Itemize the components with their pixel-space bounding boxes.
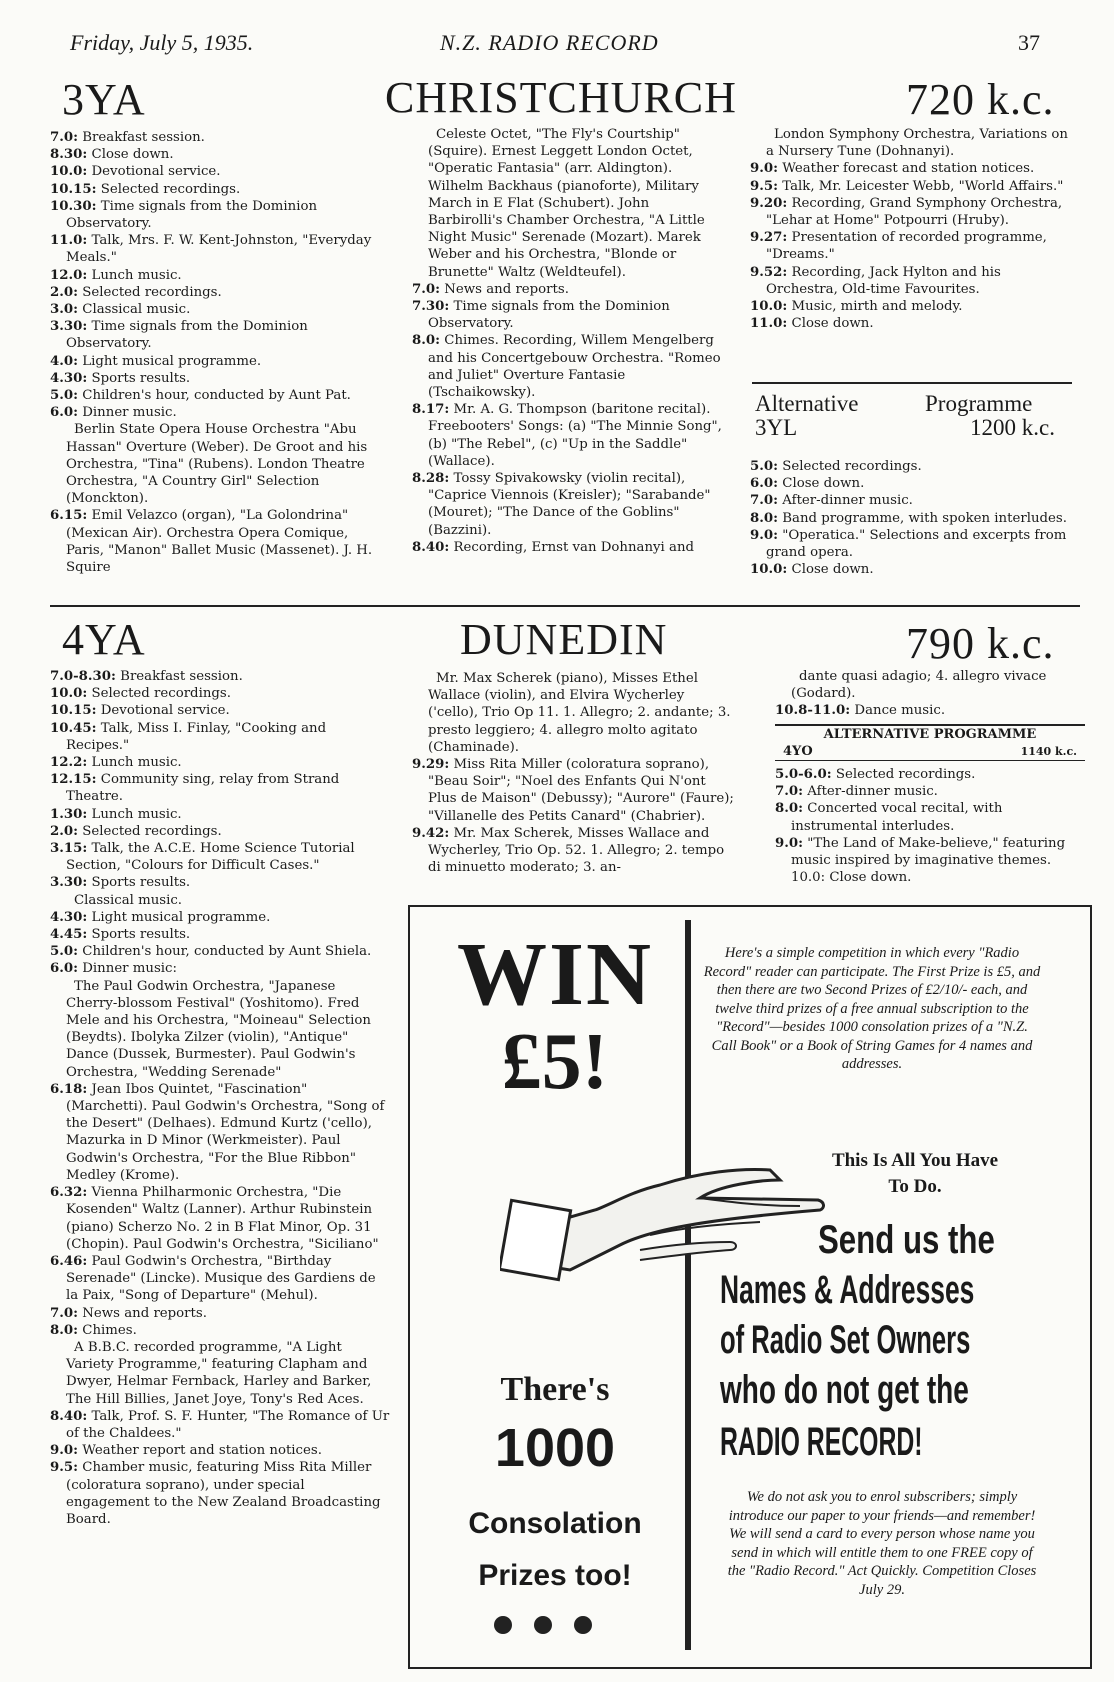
publication-title: N.Z. RADIO RECORD bbox=[440, 30, 659, 55]
schedule-time: 10.0: bbox=[750, 299, 788, 315]
schedule-time: 7.0: bbox=[775, 784, 804, 800]
schedule-time: 6.46: bbox=[50, 1253, 88, 1269]
schedule-entry bbox=[50, 806, 390, 823]
schedule-time: 1.30: bbox=[50, 806, 88, 822]
schedule-entry bbox=[412, 825, 734, 877]
ad-send-line-2: Names & Addresses bbox=[720, 1268, 975, 1312]
schedule-text: Children's hour, conducted by Aunt Pat. bbox=[78, 388, 351, 404]
schedule-text: Recording, Ernst van Dohnanyi and bbox=[449, 539, 695, 555]
schedule-time: 6.0: bbox=[50, 405, 79, 421]
schedule-entry bbox=[750, 458, 1072, 475]
schedule-entry bbox=[50, 1305, 390, 1322]
schedule-text: Close down. bbox=[87, 147, 174, 163]
schedule-time: 8.17: bbox=[412, 402, 450, 418]
schedule-text: Selected recordings. bbox=[78, 823, 222, 839]
alt-station-3yl: 3YL bbox=[755, 415, 798, 440]
schedule-entry bbox=[50, 404, 375, 421]
schedule-entry bbox=[750, 229, 1072, 263]
schedule-time: 10.15: bbox=[50, 703, 97, 719]
schedule-entry bbox=[750, 298, 1072, 315]
schedule-time: 9.42: bbox=[412, 825, 450, 841]
alt-title2: Programme bbox=[925, 391, 1033, 416]
schedule-time: 4.45: bbox=[50, 927, 88, 943]
schedule-time: 3.15: bbox=[50, 841, 88, 857]
schedule-entry bbox=[50, 754, 390, 771]
schedule-time: 9.0: bbox=[50, 1443, 79, 1459]
schedule-entry bbox=[750, 178, 1072, 195]
schedule-time: 9.0: bbox=[750, 527, 779, 543]
schedule-3ya-col3 bbox=[750, 126, 1072, 332]
schedule-text: Lunch music. bbox=[87, 755, 182, 771]
schedule-time: 10.0: bbox=[50, 686, 88, 702]
schedule-entry bbox=[50, 370, 375, 387]
schedule-time: 8.0: bbox=[412, 333, 441, 349]
section-divider bbox=[50, 605, 1080, 607]
schedule-4ya-col3 bbox=[775, 668, 1085, 720]
schedule-time: 6.32: bbox=[50, 1185, 88, 1201]
schedule-entry bbox=[775, 702, 1085, 719]
schedule-text: Selected recordings. bbox=[87, 686, 231, 702]
schedule-time: 5.0-6.0: bbox=[775, 767, 832, 782]
ad-send-line-3: of Radio Set Owners bbox=[720, 1318, 971, 1362]
schedule-text: After-dinner music. bbox=[778, 493, 913, 509]
schedule-text: Miss Rita Miller (coloratura soprano), "Beau Soir"; "Noel des Enfants Qui N'ont Plus de Maison" (Debussy); "Aurore" (Faure); "Villanelle des Petits Canard" (Chabrier). bbox=[428, 757, 734, 824]
schedule-time: 10.8-11.0: bbox=[775, 703, 851, 719]
schedule-text: Light musical programme. bbox=[87, 909, 271, 925]
schedule-time: 7.0: bbox=[50, 1305, 79, 1321]
schedule-text: "The Land of Make-believe," featuring music inspired by imaginative themes. 10.0: Close down. bbox=[791, 835, 1066, 886]
schedule-text: News and reports. bbox=[440, 281, 569, 297]
ad-send-line-4: who do not get the bbox=[720, 1368, 969, 1412]
schedule-entry bbox=[50, 198, 375, 232]
schedule-time: 8.0: bbox=[50, 1322, 79, 1338]
schedule-time: 9.5: bbox=[750, 178, 779, 194]
schedule-entry bbox=[50, 146, 375, 163]
schedule-time: 4.0: bbox=[50, 353, 79, 369]
schedule-entry bbox=[50, 353, 375, 370]
schedule-3ya-col1 bbox=[50, 129, 375, 576]
schedule-entry bbox=[412, 126, 724, 281]
schedule-time: 12.2: bbox=[50, 755, 88, 771]
schedule-text: Dinner music: bbox=[78, 961, 177, 977]
schedule-4ya-col1 bbox=[50, 668, 390, 1528]
schedule-text: Classical music. bbox=[74, 892, 183, 908]
schedule-time: 9.52: bbox=[750, 264, 788, 280]
schedule-entry bbox=[775, 800, 1085, 834]
schedule-text: Talk, Mr. Leicester Webb, "World Affairs." bbox=[778, 178, 1064, 194]
schedule-text: Close down. bbox=[787, 562, 874, 578]
schedule-text: Chamber music, featuring Miss Rita Miller (coloratura soprano), under special engagement to the New Zealand Broadcasting Board. bbox=[66, 1460, 381, 1527]
schedule-time: 10.0: bbox=[750, 562, 788, 578]
schedule-entry bbox=[50, 702, 390, 719]
ad-win-headline: WIN bbox=[456, 925, 654, 1024]
ornament-dot-icon bbox=[494, 1616, 512, 1634]
schedule-entry bbox=[50, 720, 390, 754]
schedule-4ya-col2 bbox=[412, 670, 734, 876]
schedule-time: 4.30: bbox=[50, 909, 88, 925]
ad-prizes-too: Prizes too! bbox=[478, 1559, 632, 1592]
schedule-text: Devotional service. bbox=[87, 164, 221, 180]
schedule-text: Community sing, relay from Strand Theatre. bbox=[66, 772, 340, 805]
schedule-4yo bbox=[775, 766, 1085, 886]
schedule-text: Talk, the A.C.E. Home Science Tutorial Section, "Colours for Difficult Cases." bbox=[66, 841, 355, 874]
ad-thousand: 1000 bbox=[494, 1418, 616, 1478]
schedule-entry bbox=[750, 315, 1072, 332]
schedule-text: Time signals from the Dominion Observatory. bbox=[428, 299, 670, 332]
schedule-entry bbox=[412, 756, 734, 825]
schedule-time: 8.40: bbox=[412, 539, 450, 555]
schedule-text: Sports results. bbox=[87, 927, 191, 943]
schedule-text: Time signals from the Dominion Observatory. bbox=[66, 198, 318, 232]
schedule-entry bbox=[750, 126, 1072, 160]
schedule-time: 7.0: bbox=[50, 130, 79, 145]
schedule-entry bbox=[750, 264, 1072, 298]
schedule-entry bbox=[50, 771, 390, 805]
schedule-text: Selected recordings. bbox=[96, 181, 241, 197]
schedule-text: Close down. bbox=[778, 476, 865, 492]
schedule-time: 10.0: bbox=[50, 164, 88, 180]
ornament-dot-icon bbox=[574, 1616, 592, 1634]
schedule-entry bbox=[50, 387, 375, 404]
schedule-time: 5.0: bbox=[50, 388, 79, 404]
schedule-text: After-dinner music. bbox=[803, 784, 938, 800]
schedule-entry bbox=[50, 1253, 390, 1305]
schedule-entry bbox=[50, 943, 390, 960]
page-date: Friday, July 5, 1935. bbox=[70, 30, 254, 55]
schedule-entry bbox=[50, 668, 390, 685]
schedule-text: Selected recordings. bbox=[778, 459, 922, 474]
frequency-3ya: 720 k.c. bbox=[906, 75, 1055, 124]
ornament-dot-icon bbox=[534, 1616, 552, 1634]
ad-prize-amount: £5! bbox=[501, 1018, 609, 1106]
schedule-3ya-col2 bbox=[412, 126, 724, 556]
schedule-entry bbox=[50, 1442, 390, 1459]
schedule-text: Sports results. bbox=[87, 370, 191, 386]
schedule-text: Chimes. bbox=[78, 1322, 137, 1338]
schedule-text: Mr. A. G. Thompson (baritone recital). Freebooters' Songs: (a) "The Minnie Song", (b) "The Rebel", (c) "Up in the Saddle" (Wallace). bbox=[428, 402, 722, 469]
alt-title: Alternative bbox=[755, 391, 859, 416]
schedule-text: Talk, Miss I. Finlay, "Cooking and Recipes." bbox=[66, 720, 327, 753]
schedule-time: 12.15: bbox=[50, 772, 97, 788]
schedule-text: Selected recordings. bbox=[78, 284, 222, 300]
schedule-text: "Operatica." Selections and excerpts from grand opera. bbox=[766, 527, 1067, 561]
schedule-time: 11.0: bbox=[50, 233, 88, 249]
schedule-text: Chimes. Recording, Willem Mengelberg and his Concertgebouw Orchestra. "Romeo and Juliet" Overture Fantasie (Tschaikowsky). bbox=[428, 333, 721, 401]
schedule-entry bbox=[50, 163, 375, 180]
ad-footer-text: We do not ask you to enrol subscribers; simply introduce our paper to your friends—and remember! We will send a card to every person whose name you send in which will entitle them to one FREE copy of the "Radio Record." Act Quickly. Competition Closes July 29. bbox=[727, 1489, 1037, 1598]
schedule-time: 7.0: bbox=[750, 493, 779, 509]
schedule-text: Classical music. bbox=[78, 302, 191, 318]
page-number: 37 bbox=[1018, 30, 1040, 55]
schedule-entry bbox=[412, 298, 724, 332]
schedule-entry bbox=[412, 401, 724, 470]
schedule-text: Emil Velazco (organ), "La Golondrina" (Mexican Air). Orchestra Opera Comique, Paris, "Manon" Ballet Music (Massenet). J. H. Squire bbox=[66, 508, 373, 576]
schedule-text: Music, mirth and melody. bbox=[787, 299, 963, 315]
schedule-entry bbox=[50, 892, 390, 909]
schedule-time: 8.28: bbox=[412, 471, 450, 487]
schedule-entry bbox=[775, 668, 1085, 702]
city-christchurch: CHRISTCHURCH bbox=[385, 73, 737, 122]
schedule-entry bbox=[50, 926, 390, 943]
schedule-time: 4.30: bbox=[50, 370, 88, 386]
schedule-text: Close down. bbox=[787, 316, 874, 332]
schedule-entry bbox=[50, 1408, 390, 1442]
schedule-text: Time signals from the Dominion Observatory. bbox=[66, 319, 308, 352]
alt-station-4yo: 4YO bbox=[783, 744, 813, 759]
schedule-time: 9.20: bbox=[750, 195, 788, 211]
schedule-time: 11.0: bbox=[750, 316, 788, 332]
schedule-entry bbox=[750, 492, 1072, 509]
schedule-entry bbox=[750, 510, 1072, 527]
schedule-entry bbox=[50, 267, 375, 284]
schedule-entry bbox=[50, 1081, 390, 1184]
ad-consolation: Consolation bbox=[468, 1507, 642, 1540]
schedule-entry bbox=[50, 960, 390, 977]
schedule-text: Talk, Prof. S. F. Hunter, "The Romance of Ur of the Chaldees." bbox=[66, 1408, 390, 1441]
alt-title-4yo: ALTERNATIVE PROGRAMME bbox=[823, 727, 1037, 742]
schedule-entry bbox=[50, 301, 375, 318]
schedule-entry bbox=[775, 766, 1085, 783]
schedule-text: Berlin State Opera House Orchestra "Abu Hassan" Overture (Weber). De Groot and his Orchestra, "Tina" (Rubens). London Theatre Orchestra, "A Country Girl" Selection (Monckton). bbox=[66, 422, 368, 507]
schedule-time: 6.0: bbox=[50, 961, 79, 977]
schedule-entry bbox=[50, 318, 375, 352]
schedule-entry bbox=[50, 232, 375, 266]
schedule-time: 10.15: bbox=[50, 181, 97, 197]
schedule-entry bbox=[50, 978, 390, 1081]
schedule-time: 7.0-8.30: bbox=[50, 669, 116, 684]
schedule-text: London Symphony Orchestra, Variations on a Nursery Tune (Dohnanyi). bbox=[766, 127, 1068, 160]
schedule-text: Selected recordings. bbox=[831, 767, 976, 782]
alt-freq-3yl: 1200 k.c. bbox=[970, 415, 1055, 440]
schedule-time: 6.0: bbox=[750, 476, 779, 492]
schedule-entry bbox=[50, 1184, 390, 1253]
schedule-time: 9.29: bbox=[412, 757, 450, 773]
schedule-entry bbox=[50, 507, 375, 576]
schedule-text: Presentation of recorded programme, "Dreams." bbox=[766, 230, 1047, 263]
schedule-text: Lunch music. bbox=[87, 267, 182, 283]
schedule-text: Band programme, with spoken interludes. bbox=[778, 510, 1067, 526]
schedule-text: Lunch music. bbox=[87, 806, 182, 822]
schedule-text: Devotional service. bbox=[96, 703, 230, 719]
schedule-entry bbox=[750, 527, 1072, 561]
city-dunedin: DUNEDIN bbox=[460, 615, 668, 664]
schedule-entry bbox=[412, 539, 724, 556]
schedule-text: Children's hour, conducted by Aunt Shiela. bbox=[78, 944, 372, 960]
schedule-entry bbox=[50, 421, 375, 507]
alt-freq-4yo: 1140 k.c. bbox=[1020, 745, 1077, 758]
schedule-entry bbox=[750, 561, 1072, 578]
schedule-entry bbox=[50, 685, 390, 702]
station-name-3ya: 3YA bbox=[62, 75, 146, 124]
schedule-time: 2.0: bbox=[50, 823, 79, 839]
ad-intro-text: Here's a simple competition in which every "Radio Record" reader can participate. The First Prize is £5, and then there are two Second Prizes of £2/10/- each, and twelve third prizes of a free annual subscription to the "Record"—besides 1000 consolation prizes of a "N.Z. Call Book" or a Book of String Games for 4 names and addresses. bbox=[703, 945, 1041, 1072]
schedule-time: 9.0: bbox=[775, 835, 804, 851]
schedule-entry bbox=[50, 909, 390, 926]
schedule-entry bbox=[50, 823, 390, 840]
schedule-time: 9.27: bbox=[750, 230, 788, 246]
schedule-text: Weather report and station notices. bbox=[78, 1443, 322, 1459]
schedule-entry bbox=[50, 1322, 390, 1339]
schedule-time: 10.45: bbox=[50, 720, 97, 736]
schedule-entry bbox=[750, 475, 1072, 492]
schedule-time: 12.0: bbox=[50, 267, 88, 283]
schedule-entry bbox=[412, 670, 734, 756]
schedule-time: 8.40: bbox=[50, 1408, 88, 1424]
schedule-entry bbox=[50, 181, 375, 198]
schedule-text: Breakfast session. bbox=[78, 130, 205, 145]
schedule-text: Light musical programme. bbox=[78, 353, 262, 369]
schedule-entry bbox=[412, 332, 724, 401]
schedule-time: 5.0: bbox=[50, 944, 79, 960]
schedule-entry bbox=[50, 284, 375, 301]
schedule-time: 3.30: bbox=[50, 319, 88, 335]
schedule-time: 2.0: bbox=[50, 284, 79, 300]
schedule-time: 3.0: bbox=[50, 302, 79, 318]
schedule-time: 9.0: bbox=[750, 161, 779, 177]
schedule-time: 8.30: bbox=[50, 147, 88, 163]
ad-theres: There's bbox=[500, 1371, 610, 1408]
schedule-time: 3.30: bbox=[50, 875, 88, 891]
alt-programme-rule bbox=[752, 382, 1072, 384]
schedule-entry bbox=[50, 874, 390, 891]
schedule-time: 10.30: bbox=[50, 198, 97, 214]
schedule-entry bbox=[50, 1339, 390, 1408]
schedule-text: Recording, Jack Hylton and his Orchestra, Old-time Favourites. bbox=[766, 264, 1001, 297]
schedule-text: Tossy Spivakowsky (violin recital), "Caprice Viennois (Kreisler); "Sarabande" (Mouret); "The Dance of the Goblins" (Bazzini). bbox=[428, 471, 711, 538]
schedule-entry bbox=[750, 160, 1072, 177]
ad-send-line-5: RADIO RECORD! bbox=[720, 1420, 923, 1464]
schedule-entry bbox=[50, 129, 375, 146]
schedule-time: 9.5: bbox=[50, 1460, 79, 1476]
station-name-4ya: 4YA bbox=[62, 615, 146, 664]
schedule-text: News and reports. bbox=[78, 1305, 207, 1321]
schedule-time: 6.18: bbox=[50, 1081, 88, 1097]
schedule-entry bbox=[50, 1459, 390, 1528]
schedule-text: Talk, Mrs. F. W. Kent-Johnston, "Everyday Meals." bbox=[66, 233, 372, 266]
ad-instruction: This Is All You Have To Do. bbox=[831, 1150, 999, 1197]
schedule-text: Dance music. bbox=[850, 703, 946, 719]
schedule-text: Concerted vocal recital, with instrumental interludes. bbox=[791, 801, 1003, 834]
schedule-text: Vienna Philharmonic Orchestra, "Die Kosenden" Waltz (Lanner). Arthur Rubinstein (piano) Scherzo No. 2 in B Flat Minor, Op. 31 (Chopin). Paul Godwin's Orchestra, "Siciliano" bbox=[66, 1185, 379, 1252]
schedule-text: dante quasi adagio; 4. allegro vivace (Godard). bbox=[791, 669, 1047, 702]
schedule-entry bbox=[750, 195, 1072, 229]
schedule-time: 7.30: bbox=[412, 299, 450, 315]
schedule-entry bbox=[50, 840, 390, 874]
schedule-text: Breakfast session. bbox=[115, 669, 243, 684]
schedule-time: 5.0: bbox=[750, 459, 779, 474]
alt-programme-4yo bbox=[775, 724, 1085, 761]
schedule-text: Sports results. bbox=[87, 875, 191, 891]
schedule-entry bbox=[412, 470, 724, 539]
schedule-entry bbox=[412, 281, 724, 298]
schedule-3yl bbox=[750, 458, 1072, 578]
schedule-text: The Paul Godwin Orchestra, "Japanese Cherry-blossom Festival" (Yoshitomo). Fred Mele and his Orchestra, "Moineau" Selection (Beydts). Ibolyka Zilzer (violin), "Antique" Dance (Dussek, Burmester). Paul Godwin's Orchestra, "Wedding Serenade" bbox=[66, 978, 371, 1080]
schedule-text: Mr. Max Scherek, Misses Wallace and Wycherley, Trio Op. 52. 1. Allegro; 2. tempo di minuetto moderato; 3. an- bbox=[428, 825, 725, 876]
schedule-text: Jean Ibos Quintet, "Fascination" (Marchetti). Paul Godwin's Orchestra, "Song of the Desert" (Delhaes). Edmund Kurtz ('cello), Mazurka in D Minor (Werkmeister). Paul Godwin's Orchestra, "For the Blue Ribbon" Medley (Krome). bbox=[66, 1081, 385, 1183]
schedule-text: Celeste Octet, "The Fly's Courtship" (Squire). Ernest Leggett London Octet, "Operatic Fantasia" (arr. Aldington). Wilhelm Backhaus (pianoforte), Military March in E Flat (Schubert). John Barbirolli's Chamber Orchestra, "A Little Night Music" Serenade (Mozart). Marek Weber and his Orchestra, "Blonde or Brunette" Waltz (Weldteufel). bbox=[428, 127, 705, 280]
schedule-text: Dinner music. bbox=[78, 405, 177, 421]
schedule-text: A B.B.C. recorded programme, "A Light Variety Programme," featuring Clapham and Dwyer, Helmar Fernback, Harley and Barker, The Hill Billies, Janet Joye, Tony's Red Aces. bbox=[66, 1339, 372, 1407]
schedule-time: 7.0: bbox=[412, 281, 441, 297]
schedule-text: Weather forecast and station notices. bbox=[778, 161, 1035, 177]
schedule-time: 8.0: bbox=[775, 801, 804, 817]
ad-send-line-1: Send us the bbox=[818, 1218, 995, 1262]
schedule-text: Recording, Grand Symphony Orchestra, "Lehar at Home" Potpourri (Hruby). bbox=[766, 195, 1063, 229]
schedule-entry bbox=[775, 835, 1085, 887]
frequency-4ya: 790 k.c. bbox=[906, 619, 1055, 668]
schedule-time: 8.0: bbox=[750, 510, 779, 526]
schedule-time: 6.15: bbox=[50, 508, 88, 524]
alt-programme-3yl-title bbox=[755, 392, 1075, 440]
schedule-entry bbox=[775, 783, 1085, 800]
schedule-text: Mr. Max Scherek (piano), Misses Ethel Wallace (violin), and Elvira Wycherley ('cello), Trio Op 11. 1. Allegro; 2. andante; 3. presto leggiero; 4. allegro molto agitato (Chaminade). bbox=[428, 671, 731, 755]
schedule-text: Paul Godwin's Orchestra, "Birthday Serenade" (Lincke). Musique des Gardiens de la Paix, "Song of Departure" (Mehul). bbox=[66, 1253, 376, 1304]
